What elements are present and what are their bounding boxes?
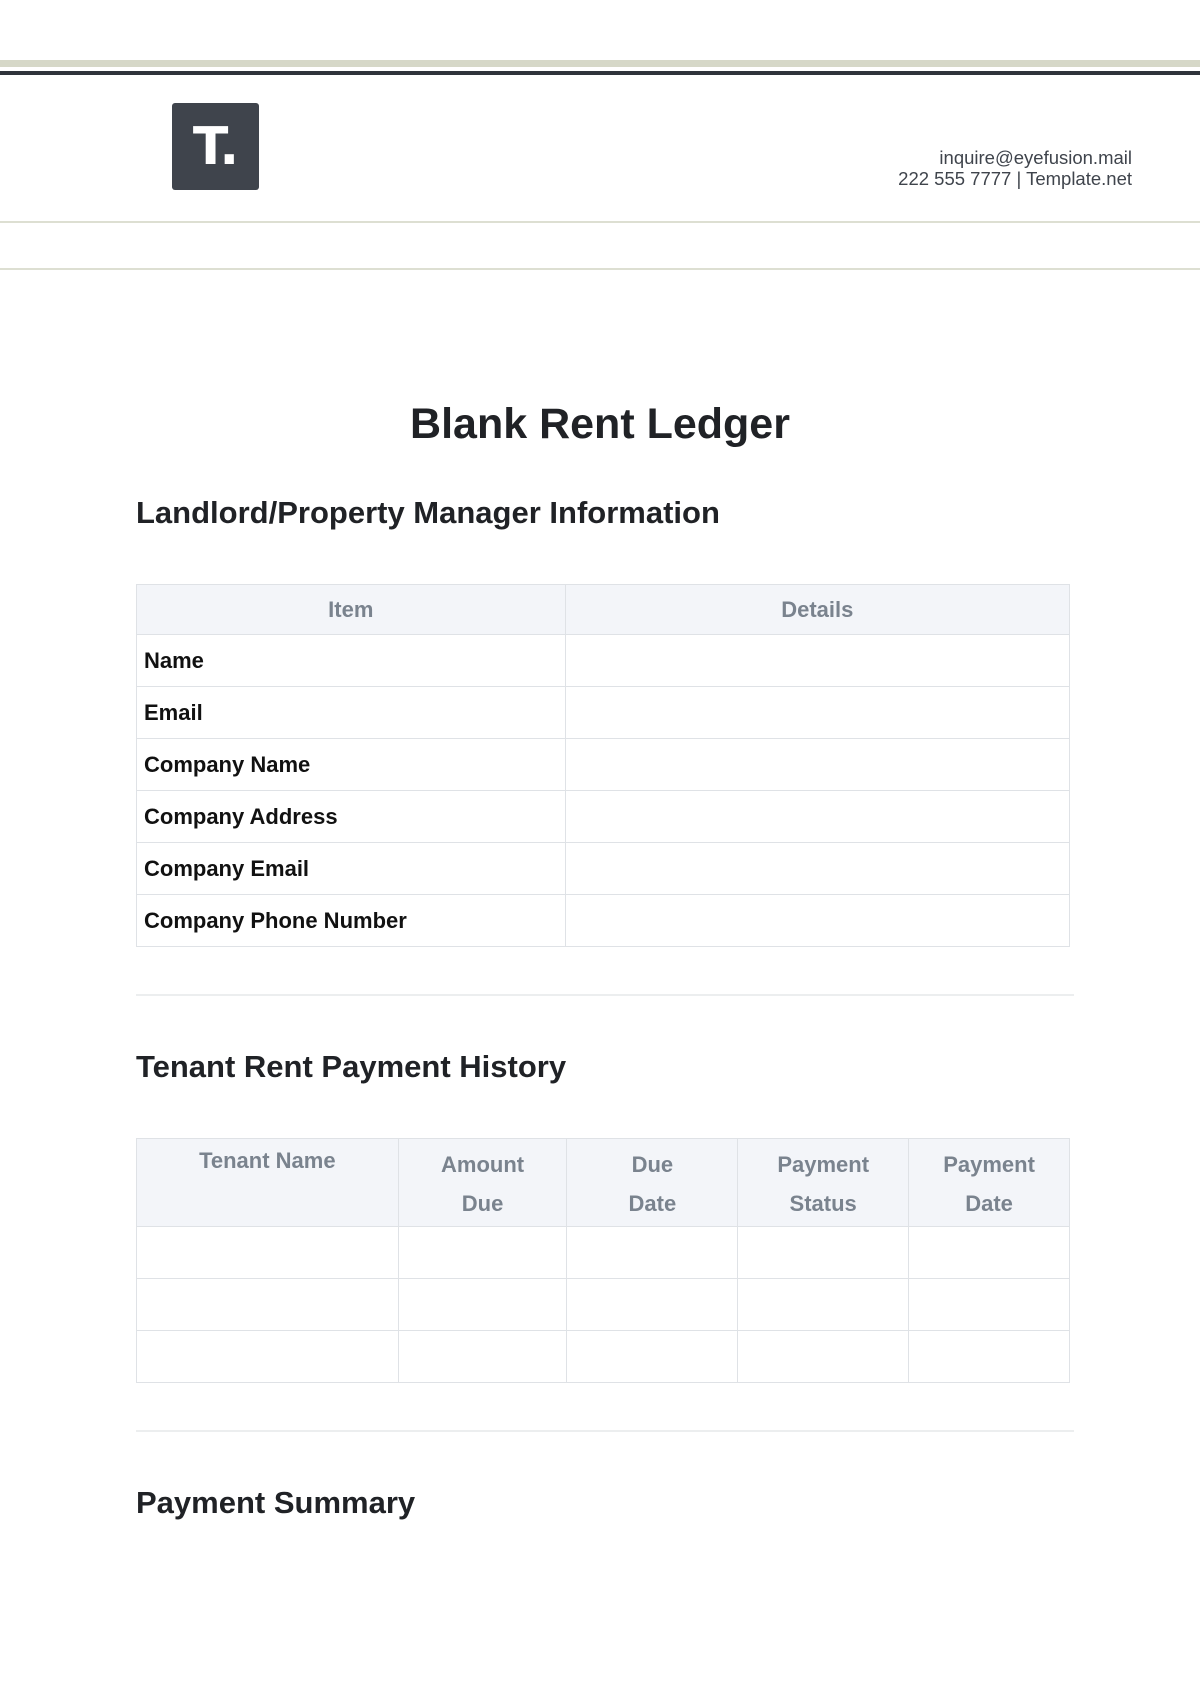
details-cell[interactable] xyxy=(565,687,1069,739)
table-header-row xyxy=(137,1139,1070,1227)
landlord-section-heading: Landlord/Property Manager Information xyxy=(136,495,720,530)
row-label: Company Address xyxy=(137,791,566,843)
payment-cell[interactable] xyxy=(398,1331,567,1383)
payment-cell[interactable] xyxy=(398,1227,567,1279)
table-row xyxy=(137,687,1070,739)
column-header-line: Payment xyxy=(777,1151,870,1177)
column-header-line: Payment xyxy=(943,1151,1035,1177)
payment-cell[interactable] xyxy=(909,1227,1070,1279)
row-label: Name xyxy=(137,635,566,687)
landlord-info-table xyxy=(136,584,1070,947)
tenant-section-heading: Tenant Rent Payment History xyxy=(136,1049,567,1084)
contact-phone-site: 222 555 7777 | Template.net xyxy=(898,168,1132,189)
company-logo xyxy=(172,103,259,190)
payment-history-table xyxy=(136,1138,1070,1383)
details-cell[interactable] xyxy=(565,635,1069,687)
section-divider xyxy=(136,994,1074,996)
document-title: Blank Rent Ledger xyxy=(410,400,790,448)
column-header xyxy=(738,1139,909,1227)
table-row xyxy=(137,843,1070,895)
summary-section-heading: Payment Summary xyxy=(136,1485,416,1520)
column-header-line: Due xyxy=(461,1190,504,1216)
header-band-light xyxy=(0,60,1200,67)
table-row xyxy=(137,1331,1070,1383)
row-label: Company Name xyxy=(137,739,566,791)
column-header xyxy=(398,1139,567,1227)
payment-cell[interactable] xyxy=(909,1279,1070,1331)
table-row xyxy=(137,739,1070,791)
row-label: Company Phone Number xyxy=(137,895,566,947)
header-band-dark xyxy=(0,71,1200,75)
header-rule-lower xyxy=(0,268,1200,270)
details-cell[interactable] xyxy=(565,739,1069,791)
table-row xyxy=(137,791,1070,843)
column-header: Details xyxy=(565,585,1069,635)
section-divider xyxy=(136,1430,1074,1432)
table-row xyxy=(137,1279,1070,1331)
details-cell[interactable] xyxy=(565,791,1069,843)
contact-block xyxy=(898,147,1132,189)
table-row xyxy=(137,1227,1070,1279)
payment-cell[interactable] xyxy=(398,1279,567,1331)
table-header-row xyxy=(137,585,1070,635)
column-header xyxy=(137,1139,399,1227)
payment-cell[interactable] xyxy=(567,1331,738,1383)
column-header-line: Date xyxy=(965,1190,1013,1216)
table-row xyxy=(137,635,1070,687)
contact-email: inquire@eyefusion.mail xyxy=(939,147,1132,168)
payment-cell[interactable] xyxy=(738,1331,909,1383)
payment-cell[interactable] xyxy=(137,1279,399,1331)
payment-cell[interactable] xyxy=(567,1279,738,1331)
details-cell[interactable] xyxy=(565,895,1069,947)
column-header-line: Date xyxy=(628,1190,677,1216)
row-label: Email xyxy=(137,687,566,739)
column-header xyxy=(909,1139,1070,1227)
payment-cell[interactable] xyxy=(137,1227,399,1279)
header-rule-upper xyxy=(0,221,1200,223)
table-row xyxy=(137,895,1070,947)
column-header-line: Due xyxy=(631,1151,674,1177)
payment-cell[interactable] xyxy=(738,1227,909,1279)
column-header-line: Tenant Name xyxy=(199,1148,336,1173)
payment-cell[interactable] xyxy=(909,1331,1070,1383)
column-header-line: Status xyxy=(789,1190,857,1216)
row-label: Company Email xyxy=(137,843,566,895)
column-header xyxy=(567,1139,738,1227)
details-cell[interactable] xyxy=(565,843,1069,895)
payment-cell[interactable] xyxy=(137,1331,399,1383)
column-header: Item xyxy=(137,585,566,635)
logo-letter: T. xyxy=(192,116,239,177)
payment-cell[interactable] xyxy=(567,1227,738,1279)
column-header-line: Amount xyxy=(441,1151,525,1177)
payment-cell[interactable] xyxy=(738,1279,909,1331)
